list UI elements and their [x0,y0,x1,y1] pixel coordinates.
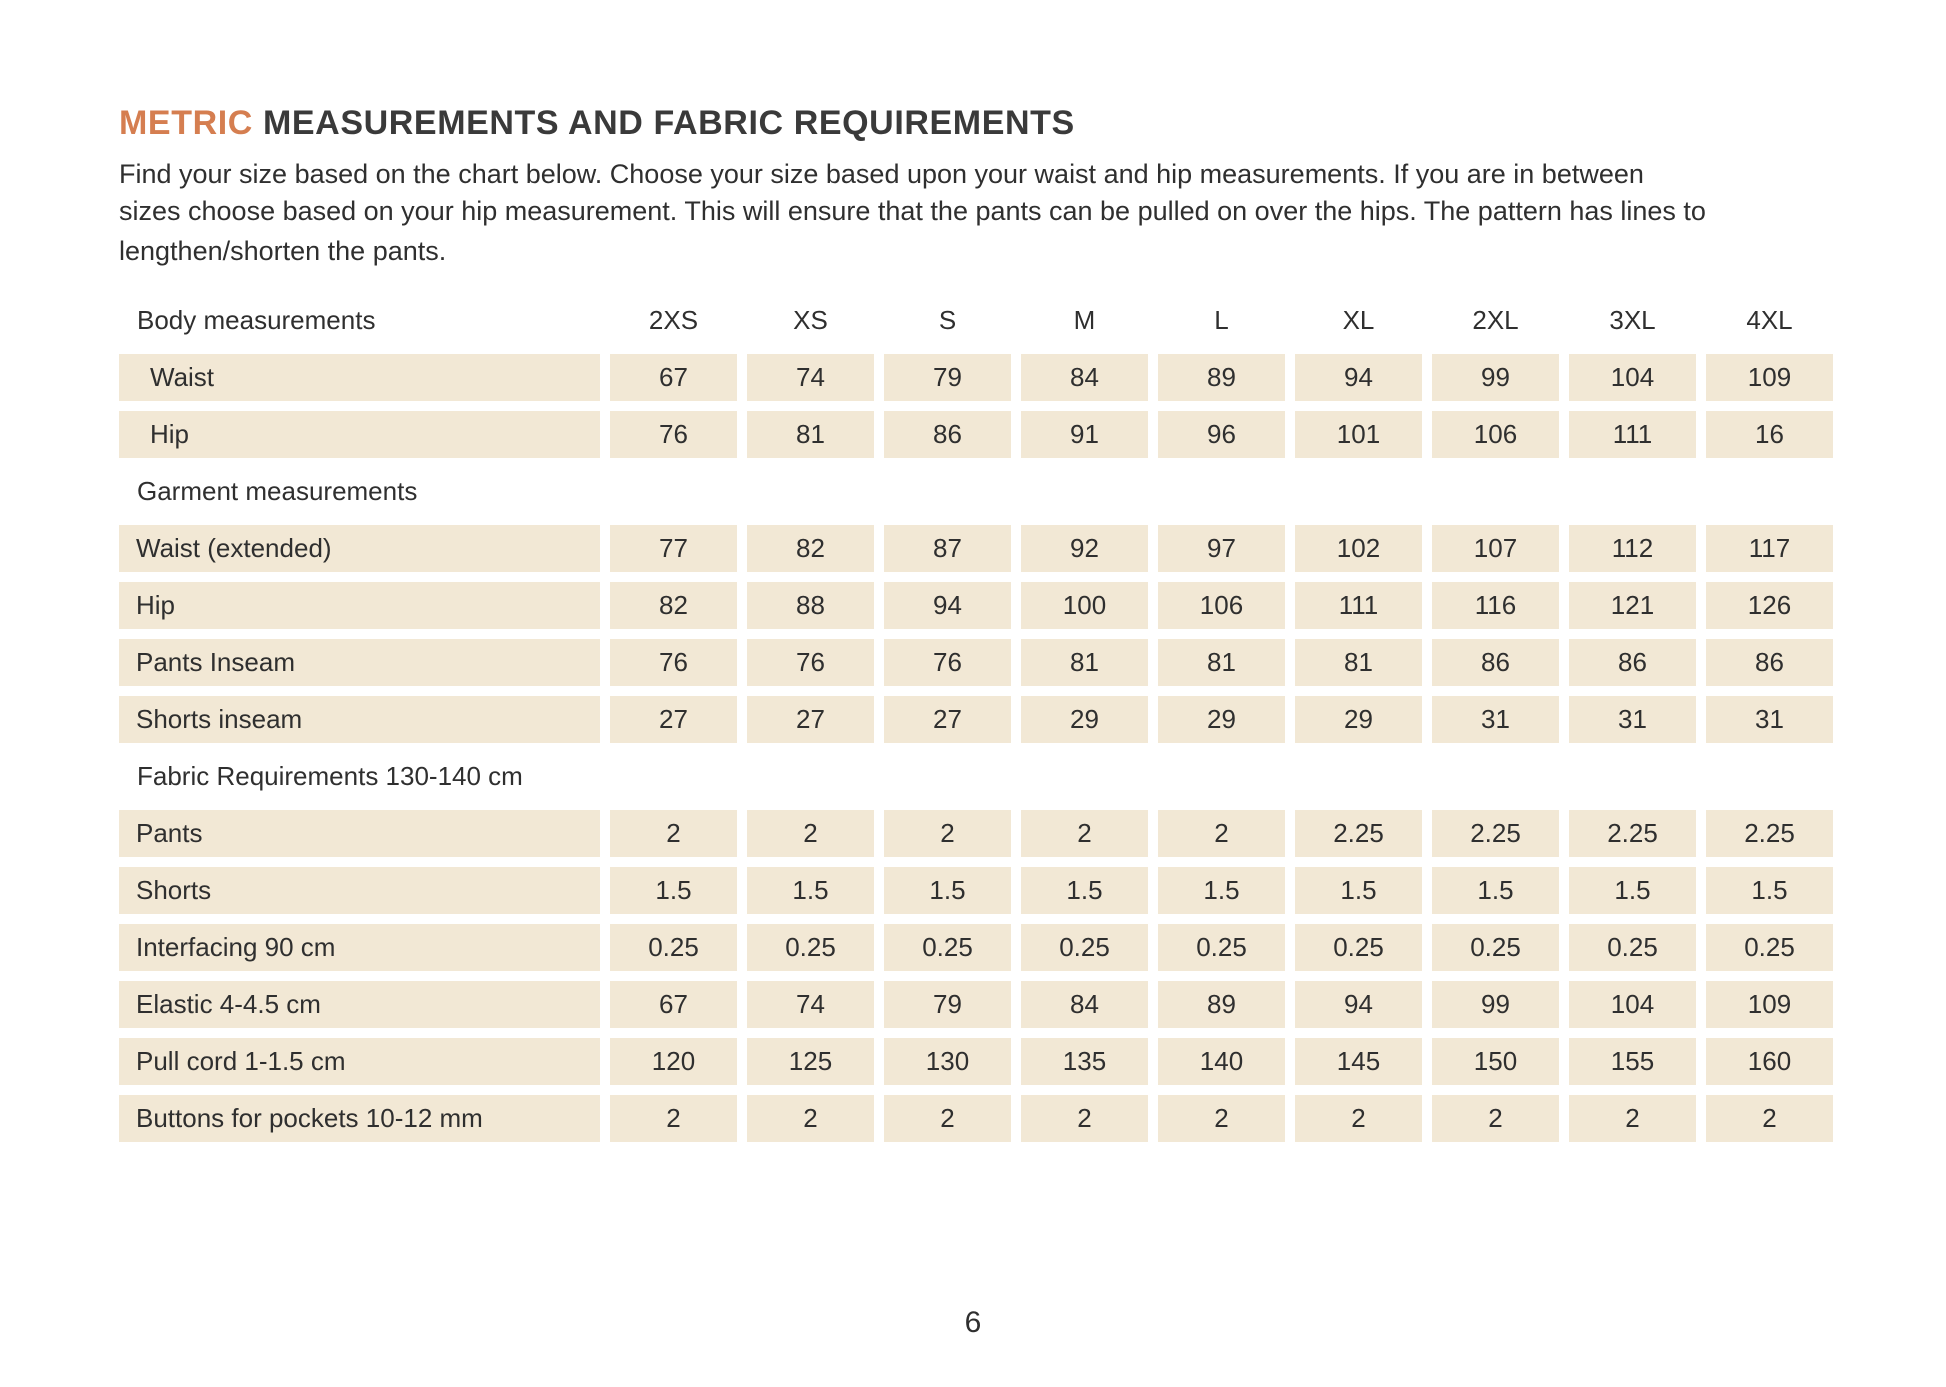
value-cell: 2.25 [1706,810,1833,857]
value-cell: 88 [747,582,874,629]
row-label: Waist [119,354,600,401]
value-cell: 1.5 [1706,867,1833,914]
value-cell: 2 [1021,810,1148,857]
value-cell: 81 [747,411,874,458]
value-cell: 74 [747,354,874,401]
value-cell: 130 [884,1038,1011,1085]
value-cell: 79 [884,981,1011,1028]
title-highlight: METRIC [119,104,253,142]
value-cell: 2 [1295,1095,1422,1142]
size-column-header-1: XS [747,297,874,344]
value-cell: 67 [610,354,737,401]
value-cell: 111 [1569,411,1696,458]
value-cell: 111 [1295,582,1422,629]
value-cell: 160 [1706,1038,1833,1085]
value-cell: 0.25 [1295,924,1422,971]
value-cell: 0.25 [1158,924,1285,971]
value-cell: 84 [1021,354,1148,401]
value-cell: 112 [1569,525,1696,572]
row-label: Interfacing 90 cm [119,924,600,971]
value-cell: 2 [884,1095,1011,1142]
value-cell: 1.5 [1021,867,1148,914]
value-cell: 100 [1021,582,1148,629]
value-cell: 87 [884,525,1011,572]
value-cell: 0.25 [747,924,874,971]
value-cell: 29 [1021,696,1148,743]
intro-line-3: lengthen/shorten the pants. [119,236,447,266]
value-cell: 109 [1706,981,1833,1028]
row-label: Pants Inseam [119,639,600,686]
value-cell: 1.5 [1295,867,1422,914]
value-cell: 104 [1569,981,1696,1028]
page-number: 6 [964,1306,982,1339]
size-column-header-5: XL [1295,297,1422,344]
value-cell: 89 [1158,981,1285,1028]
value-cell: 1.5 [1158,867,1285,914]
page-content [119,104,1835,1142]
value-cell: 29 [1158,696,1285,743]
value-cell: 99 [1432,354,1559,401]
value-cell: 94 [1295,354,1422,401]
size-column-header-0: 2XS [610,297,737,344]
intro-line-1: Find your size based on the chart below. Choose your size based upon your waist and hip measurements. If you are in between [119,159,1644,189]
row-label: Buttons for pockets 10-12 mm [119,1095,600,1142]
value-cell: 120 [610,1038,737,1085]
size-column-header-8: 4XL [1706,297,1833,344]
value-cell: 89 [1158,354,1285,401]
value-cell: 29 [1295,696,1422,743]
value-cell: 31 [1569,696,1696,743]
row-label: Pants [119,810,600,857]
value-cell: 117 [1706,525,1833,572]
value-cell: 2 [747,1095,874,1142]
value-cell: 81 [1158,639,1285,686]
value-cell: 0.25 [884,924,1011,971]
value-cell: 145 [1295,1038,1422,1085]
value-cell: 2 [884,810,1011,857]
row-label: Shorts inseam [119,696,600,743]
value-cell: 1.5 [610,867,737,914]
value-cell: 104 [1569,354,1696,401]
value-cell: 102 [1295,525,1422,572]
value-cell: 96 [1158,411,1285,458]
value-cell: 0.25 [1569,924,1696,971]
value-cell: 2.25 [1569,810,1696,857]
value-cell: 2 [1432,1095,1559,1142]
value-cell: 82 [747,525,874,572]
value-cell: 92 [1021,525,1148,572]
value-cell: 82 [610,582,737,629]
value-cell: 135 [1021,1038,1148,1085]
value-cell: 107 [1432,525,1559,572]
value-cell: 94 [884,582,1011,629]
value-cell: 76 [747,639,874,686]
value-cell: 2.25 [1295,810,1422,857]
value-cell: 86 [884,411,1011,458]
value-cell: 79 [884,354,1011,401]
section-header-1: Garment measurements [119,468,1833,515]
value-cell: 109 [1706,354,1833,401]
value-cell: 94 [1295,981,1422,1028]
value-cell: 125 [747,1038,874,1085]
size-column-header-2: S [884,297,1011,344]
value-cell: 106 [1158,582,1285,629]
value-cell: 0.25 [1021,924,1148,971]
row-label: Elastic 4-4.5 cm [119,981,600,1028]
value-cell: 86 [1569,639,1696,686]
value-cell: 126 [1706,582,1833,629]
value-cell: 2 [1706,1095,1833,1142]
value-cell: 2 [610,810,737,857]
value-cell: 74 [747,981,874,1028]
value-cell: 1.5 [1432,867,1559,914]
value-cell: 76 [610,639,737,686]
value-cell: 1.5 [1569,867,1696,914]
value-cell: 81 [1295,639,1422,686]
row-label: Shorts [119,867,600,914]
row-label: Hip [119,582,600,629]
section-header-2: Fabric Requirements 130-140 cm [119,753,1833,800]
value-cell: 2 [747,810,874,857]
value-cell: 84 [1021,981,1148,1028]
value-cell: 106 [1432,411,1559,458]
value-cell: 2 [1021,1095,1148,1142]
value-cell: 1.5 [884,867,1011,914]
value-cell: 150 [1432,1038,1559,1085]
row-label: Hip [119,411,600,458]
value-cell: 0.25 [1432,924,1559,971]
value-cell: 0.25 [1706,924,1833,971]
value-cell: 2 [1158,1095,1285,1142]
value-cell: 155 [1569,1038,1696,1085]
size-column-header-4: L [1158,297,1285,344]
value-cell: 2 [610,1095,737,1142]
value-cell: 77 [610,525,737,572]
value-cell: 27 [610,696,737,743]
value-cell: 67 [610,981,737,1028]
value-cell: 97 [1158,525,1285,572]
value-cell: 1.5 [747,867,874,914]
size-column-header-6: 2XL [1432,297,1559,344]
value-cell: 27 [747,696,874,743]
intro-paragraph [119,156,1835,270]
value-cell: 86 [1432,639,1559,686]
size-table [119,297,1835,1142]
value-cell: 81 [1021,639,1148,686]
value-cell: 16 [1706,411,1833,458]
value-cell: 2 [1158,810,1285,857]
value-cell: 76 [884,639,1011,686]
value-cell: 2 [1569,1095,1696,1142]
value-cell: 31 [1432,696,1559,743]
value-cell: 31 [1706,696,1833,743]
value-cell: 140 [1158,1038,1285,1085]
size-column-header-3: M [1021,297,1148,344]
value-cell: 0.25 [610,924,737,971]
value-cell: 86 [1706,639,1833,686]
title-rest: MEASUREMENTS AND FABRIC REQUIREMENTS [262,104,1075,142]
size-column-header-7: 3XL [1569,297,1696,344]
value-cell: 2.25 [1432,810,1559,857]
row-label: Waist (extended) [119,525,600,572]
value-cell: 27 [884,696,1011,743]
value-cell: 116 [1432,582,1559,629]
intro-line-2: sizes choose based on your hip measurement. This will ensure that the pants can be pulled on over the hips. The pattern has lines to [119,196,1706,226]
value-cell: 99 [1432,981,1559,1028]
row-label: Pull cord 1-1.5 cm [119,1038,600,1085]
value-cell: 101 [1295,411,1422,458]
value-cell: 91 [1021,411,1148,458]
section-header-0: Body measurements [119,297,600,344]
page-title [119,104,1835,143]
value-cell: 76 [610,411,737,458]
value-cell: 121 [1569,582,1696,629]
